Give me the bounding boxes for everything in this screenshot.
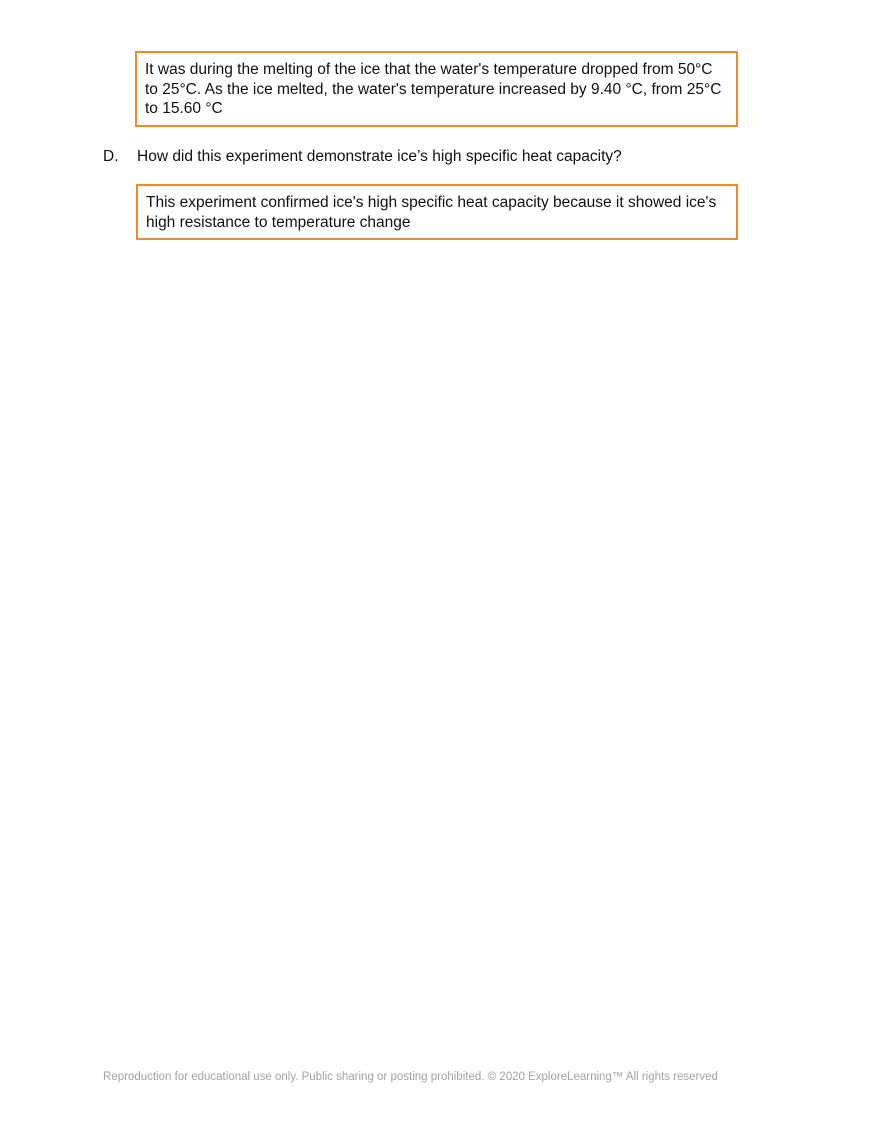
copyright-footer: Reproduction for educational use only. Public sharing or posting prohibited. © 2020 ExploreLearning™ All rights reserved — [103, 1071, 718, 1083]
question-d-text: How did this experiment demonstrate ice’s high specific heat capacity? — [137, 148, 622, 165]
answer-box-c[interactable] — [135, 51, 738, 127]
answer-box-d[interactable] — [136, 184, 738, 240]
question-d — [103, 147, 803, 167]
answer-c-text: It was during the melting of the ice that the water's temperature dropped from 50°C to 25°C. As the ice melted, the water's temperature increased by 9.40 °C, from 25°C to 15.60 °C — [145, 61, 722, 117]
question-d-letter: D. — [103, 148, 119, 165]
answer-d-text: This experiment confirmed ice's high specific heat capacity because it showed ice's high resistance to temperature change — [146, 194, 717, 231]
